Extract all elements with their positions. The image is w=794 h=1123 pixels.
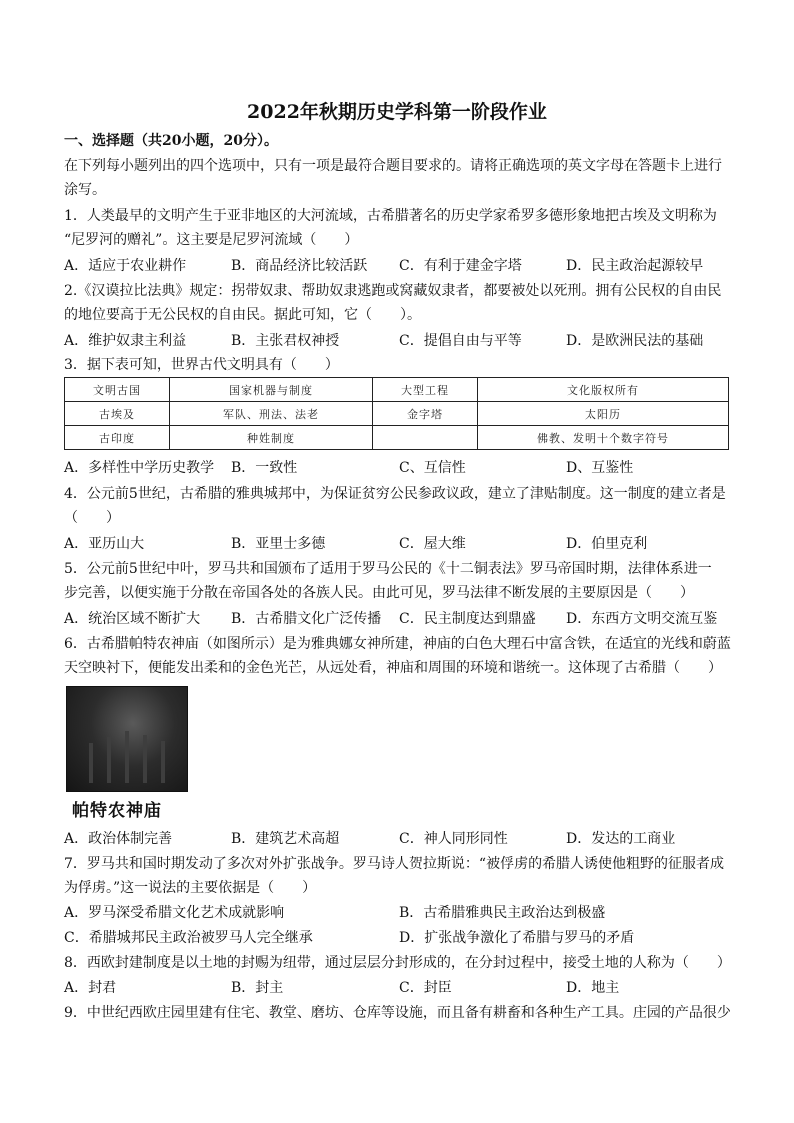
option-a: A．维护奴隶主利益 [64,333,187,349]
question-6-text: 6．古希腊帕特农神庙（如图所示）是为雅典娜女神所建，神庙的白色大理石中富含铁，在适宜的光线和蔚蓝 [64,636,731,652]
table-cell: 文化版权所有 [478,378,729,402]
question-3-text: 3．据下表可知，世界古代文明具有（ ） [64,357,339,373]
option-a: A．政治体制完善 [64,831,173,847]
option-b: B．古希腊文化广泛传播 [231,611,382,627]
question-7-text: 7．罗马共和国时期发动了多次对外扩张战争。罗马诗人贺拉斯说：“被俘虏的希腊人诱使他粗野的征服者成 [64,856,725,872]
question-2-options [64,331,732,351]
question-2-text: 的地位要高于无公民权的自由民。据此可知，它（ ）。 [64,307,421,323]
question-1-text: 1．人类最早的文明产生于亚非地区的大河流域，古希腊著名的历史学家希罗多德形象地把古埃及文明称为 [64,208,717,224]
option-d: D．地主 [566,980,620,996]
instruction-line: 涂写。 [64,182,106,198]
figure-caption: 帕特农神庙 [72,801,162,821]
question-8-options [64,978,732,998]
table-cell: 金字塔 [373,402,478,426]
photo-column-shape [89,743,93,783]
table-cell [373,426,478,450]
option-c: C．有利于建金字塔 [399,258,522,274]
table-cell: 太阳历 [478,402,729,426]
question-2-text: 2.《汉谟拉比法典》规定：拐带奴隶、帮助奴隶逃跑或窝藏奴隶者，都要被处以死刑。拥有公民权的自由民 [64,283,722,299]
question-5-text: 步完善，以便实施于分散在帝国各处的各族人民。由此可见，罗马法律不断发展的主要原因是（ ） [64,585,694,601]
table-cell: 军队、刑法、法老 [170,402,373,426]
option-b: B．主张君权神授 [231,333,340,349]
table-row [65,426,729,450]
option-c: C．封臣 [399,980,452,996]
photo-column-shape [107,737,111,783]
parthenon-figure [66,686,188,821]
question-5-options [64,609,732,629]
table-cell: 佛教、发明十个数字符号 [478,426,729,450]
table-cell: 古印度 [65,426,170,450]
table-row [65,378,729,402]
option-c: C．希腊城邦民主政治被罗马人完全继承 [64,930,313,946]
option-c: C．提倡自由与平等 [399,333,522,349]
table-cell: 国家机器与制度 [170,378,373,402]
option-a: A．亚历山大 [64,536,145,552]
option-b: B．古希腊雅典民主政治达到极盛 [399,905,606,921]
option-b: B．商品经济比较活跃 [231,258,368,274]
option-c: C、互信性 [399,460,466,476]
option-d: D、互鉴性 [566,460,634,476]
option-a: A．统治区域不断扩大 [64,611,201,627]
option-d: D．扩张战争激化了希腊与罗马的矛盾 [399,930,635,946]
option-b: B．亚里士多德 [231,536,326,552]
question-7-text: 为俘虏。”这一说法的主要依据是（ ） [64,880,317,896]
question-9-text: 9．中世纪西欧庄园里建有住宅、教堂、磨坊、仓库等设施，而且备有耕畜和各种生产工具。庄园的产品很少 [64,1005,731,1021]
option-d: D．伯里克利 [566,536,648,552]
instruction-line: 在下列每小题列出的四个选项中，只有一项是最符合题目要求的。请将正确选项的英文字母在答题卡上进行 [64,158,722,174]
option-a: A．罗马深受希腊文化艺术成就影响 [64,905,285,921]
option-b: B．一致性 [231,460,298,476]
question-6-text: 天空映衬下，便能发出柔和的金色光芒，从远处看，神庙和周围的环境和谐统一。这体现了古希腊（ ） [64,660,722,676]
table-cell: 文明古国 [65,378,170,402]
option-d: D．东西方文明交流互鉴 [566,611,718,627]
civilization-table [64,377,729,450]
photo-column-shape [143,735,147,783]
option-c: C．民主制度达到鼎盛 [399,611,536,627]
table-cell: 古埃及 [65,402,170,426]
option-c: C．神人同形同性 [399,831,508,847]
question-4-options [64,534,732,554]
option-a: A．封君 [64,980,117,996]
table-cell: 种姓制度 [170,426,373,450]
table-row [65,402,729,426]
question-7-options-row1 [64,903,732,923]
option-b: B．封主 [231,980,284,996]
question-4-text: 4．公元前5世纪，古希腊的雅典城邦中，为保证贫穷公民参政议政，建立了津贴制度。这一制度的建立者是 [64,486,726,502]
question-8-text: 8．西欧封建制度是以土地的封赐为纽带，通过层层分封形成的，在分封过程中，接受土地的人称为（ ） [64,955,731,971]
question-1-options [64,256,732,276]
photo-column-shape [125,731,129,783]
option-d: D．发达的工商业 [566,831,676,847]
option-b: B．建筑艺术高超 [231,831,340,847]
parthenon-photo [66,686,188,792]
question-1-text: “尼罗河的赠礼”。这主要是尼罗河流域（ ） [64,232,359,248]
photo-column-shape [161,741,165,783]
question-5-text: 5．公元前5世纪中叶，罗马共和国颁布了适用于罗马公民的《十二铜表法》罗马帝国时期，法律体系进一 [64,561,712,577]
question-6-options [64,829,732,849]
option-a: A．多样性中学历史教学 [64,460,215,476]
question-4-text: （ ） [64,510,120,526]
table-cell: 大型工程 [373,378,478,402]
option-d: D．民主政治起源较早 [566,258,704,274]
option-d: D．是欧洲民法的基础 [566,333,704,349]
section-heading: 一、选择题（共20小题，20分）。 [64,133,278,149]
question-3-options [64,458,732,478]
option-a: A．适应于农业耕作 [64,258,187,274]
question-7-options-row2 [64,928,732,948]
option-c: C．屋大维 [399,536,466,552]
page-title: 2022年秋期历史学科第一阶段作业 [247,101,547,123]
